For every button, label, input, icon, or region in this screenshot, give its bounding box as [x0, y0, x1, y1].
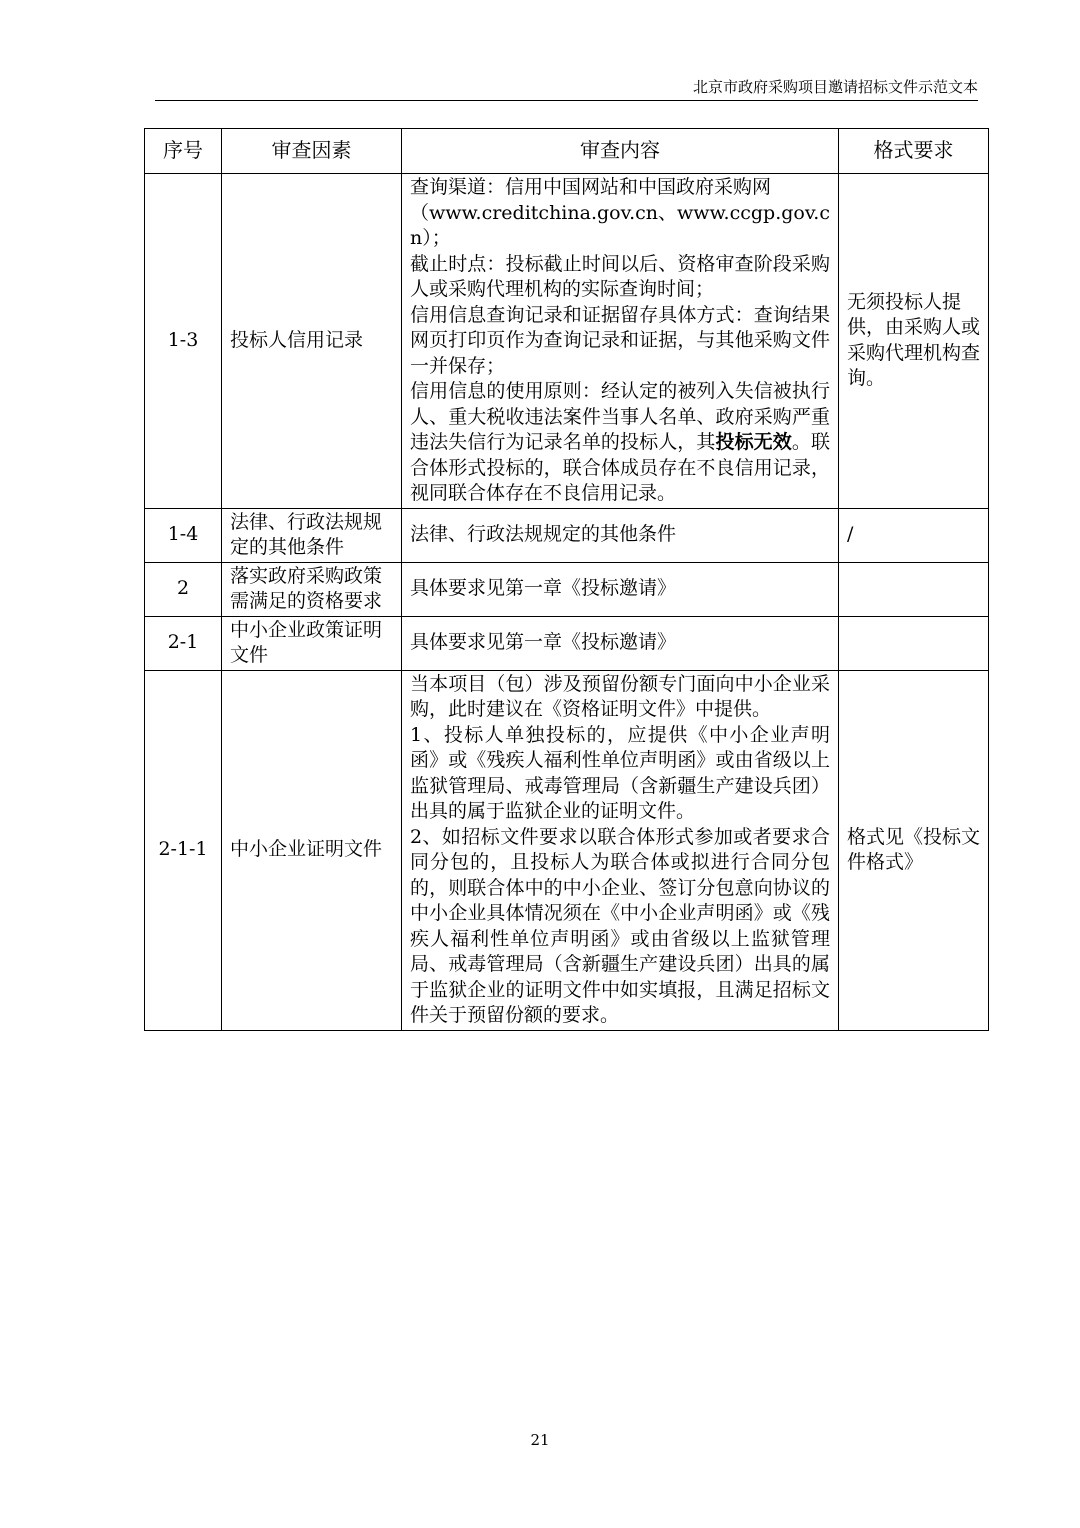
row-content: 法律、行政法规规定的其他条件 [402, 508, 839, 562]
row-factor: 投标人信用记录 [222, 174, 402, 509]
row-content [402, 174, 839, 509]
row-format: 无须投标人提供，由采购人或采购代理机构查询。 [839, 174, 989, 509]
row-factor: 中小企业政策证明文件 [222, 616, 402, 670]
row-no: 1-3 [145, 174, 222, 509]
row-factor: 落实政府采购政策需满足的资格要求 [222, 562, 402, 616]
row-factor: 中小企业证明文件 [222, 670, 402, 1030]
row-content: 具体要求见第一章《投标邀请》 [402, 616, 839, 670]
content-text: 。联合体形式投标的，联合体成员存在不良信用记录，视同联合体存在不良信用记录。 [410, 431, 830, 504]
row-format [839, 616, 989, 670]
row-no: 1-4 [145, 508, 222, 562]
table-row [145, 562, 989, 616]
page-number: 21 [530, 1431, 550, 1449]
running-header: 北京市政府采购项目邀请招标文件示范文本 [155, 76, 978, 101]
column-header-format: 格式要求 [839, 129, 989, 174]
content-paragraph: 1、投标人单独投标的，应提供《中小企业声明函》或《残疾人福利性单位声明函》或由省级以上监狱管理局、戒毒管理局（含新疆生产建设兵团）出具的属于监狱企业的证明文件。 [410, 723, 830, 822]
content-line: 查询渠道：信用中国网站和中国政府采购网 [410, 176, 772, 198]
table-row [145, 508, 989, 562]
row-format: / [839, 508, 989, 562]
table-row [145, 174, 989, 509]
column-header-content: 审查内容 [402, 129, 839, 174]
table-header-row [145, 129, 989, 174]
table-row [145, 670, 989, 1030]
table-row [145, 616, 989, 670]
row-no: 2 [145, 562, 222, 616]
content-line: （www.creditchina.gov.cn、www.ccgp.gov.cn）； [410, 201, 830, 249]
content-line: 截止时点：投标截止时间以后、资格审查阶段采购人或采购代理机构的实际查询时间； [410, 252, 830, 300]
row-format: 格式见《投标文件格式》 [839, 670, 989, 1030]
content-paragraph: 2、如招标文件要求以联合体形式参加或者要求合同分包的，且投标人为联合体或拟进行合同分包的，则联合体中的中小企业、签订分包意向协议的中小企业具体情况须在《中小企业声明函》或《残疾人福利性单位声明函》或由省级以上监狱管理局、戒毒管理局（含新疆生产建设兵团）出具的属于监狱企业的证明文件中如实填报，且满足招标文件关于预留份额的要求。 [410, 825, 830, 1026]
row-no: 2-1 [145, 616, 222, 670]
column-header-factor: 审查因素 [222, 129, 402, 174]
row-format [839, 562, 989, 616]
content-text: 信用信息的使用原则：经认定的被列入失信被执行人、重大税收违法案件当事人名单、政府采购严重违法失信行为记录名单的投标人，其 [410, 380, 830, 453]
content-line: 信用信息查询记录和证据留存具体方式：查询结果网页打印页作为查询记录和证据，与其他采购文件一并保存； [410, 303, 830, 377]
row-factor: 法律、行政法规规定的其他条件 [222, 508, 402, 562]
content-paragraph: 当本项目（包）涉及预留份额专门面向中小企业采购，此时建议在《资格证明文件》中提供。 [410, 672, 830, 720]
qualification-review-table [144, 128, 989, 1031]
invalid-bid-emphasis: 投标无效 [715, 431, 792, 453]
content-line [410, 379, 830, 507]
column-header-no: 序号 [145, 129, 222, 174]
row-content [402, 670, 839, 1030]
row-no: 2-1-1 [145, 670, 222, 1030]
row-content: 具体要求见第一章《投标邀请》 [402, 562, 839, 616]
